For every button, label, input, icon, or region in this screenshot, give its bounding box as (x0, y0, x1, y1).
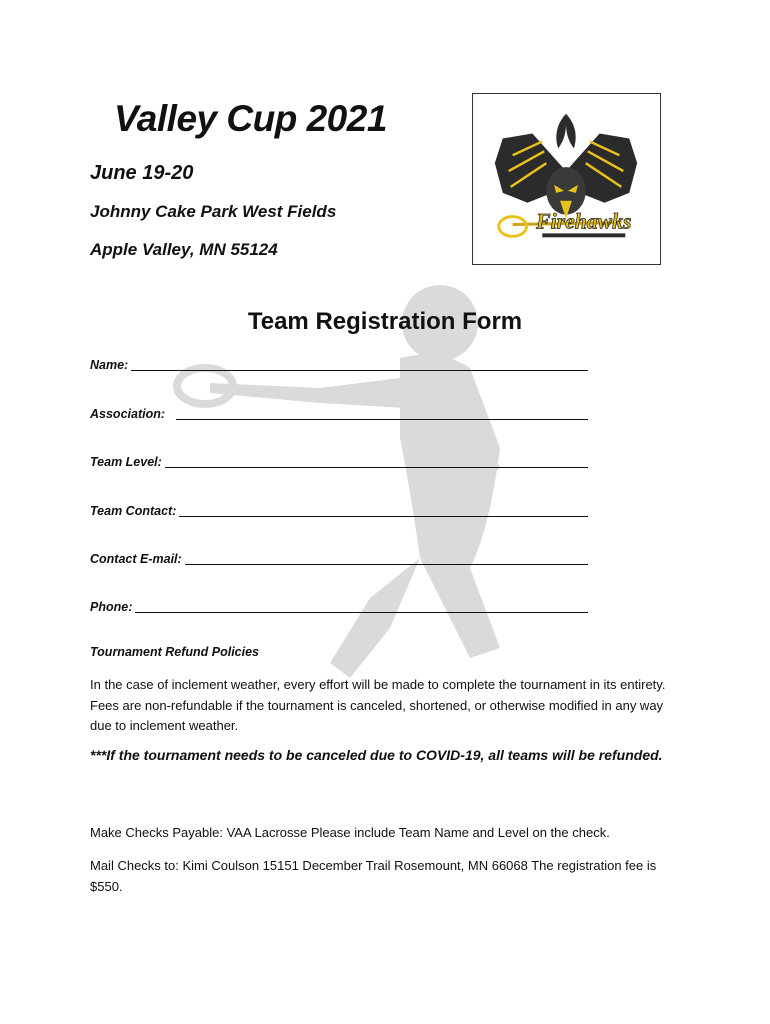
firehawks-logo-icon (473, 94, 660, 264)
page-title: Valley Cup 2021 (114, 98, 387, 139)
team-level-field[interactable] (90, 447, 588, 469)
phone-field[interactable] (90, 592, 588, 614)
name-field[interactable] (90, 350, 588, 372)
association-field[interactable] (90, 399, 588, 421)
name-input-line[interactable] (131, 358, 588, 371)
event-city: Apple Valley, MN 55124 (90, 240, 278, 259)
covid-refund-note: ***If the tournament needs to be canceled due to COVID-19, all teams will be refunded. (90, 747, 663, 763)
phone-label: Phone: (90, 600, 133, 614)
team-contact-field[interactable] (90, 496, 588, 518)
team-level-input-line[interactable] (165, 455, 588, 468)
checks-payable-text: Make Checks Payable: VAA Lacrosse Please include Team Name and Level on the check. (90, 825, 610, 840)
contact-email-field[interactable] (90, 544, 588, 566)
contact-email-label: Contact E-mail: (90, 552, 182, 566)
event-dates: June 19-20 (90, 162, 194, 184)
contact-email-input-line[interactable] (185, 552, 588, 565)
form-title: Team Registration Form (247, 308, 523, 335)
team-level-label: Team Level: (90, 455, 162, 469)
mail-checks-text: Mail Checks to: Kimi Coulson 15151 December Trail Rosemount, MN 66068 The registration fee is $550. (90, 858, 657, 894)
logo-text: Firehawks (536, 209, 632, 234)
association-input-line[interactable] (176, 407, 588, 420)
event-venue: Johnny Cake Park West Fields (90, 202, 337, 221)
association-label: Association: (90, 407, 166, 421)
logo-frame (472, 93, 661, 265)
team-contact-input-line[interactable] (179, 504, 588, 517)
phone-input-line[interactable] (135, 600, 588, 613)
refund-policy-heading: Tournament Refund Policies (90, 645, 260, 659)
refund-policy-text: In the case of inclement weather, every effort will be made to complete the tournament in its entirety. Fees are non-refundable if the tournament is canceled, shortened, or otherwise modified in any way due to inclement weather. (90, 677, 666, 733)
name-label: Name: (90, 358, 129, 372)
team-contact-label: Team Contact: (90, 504, 177, 518)
